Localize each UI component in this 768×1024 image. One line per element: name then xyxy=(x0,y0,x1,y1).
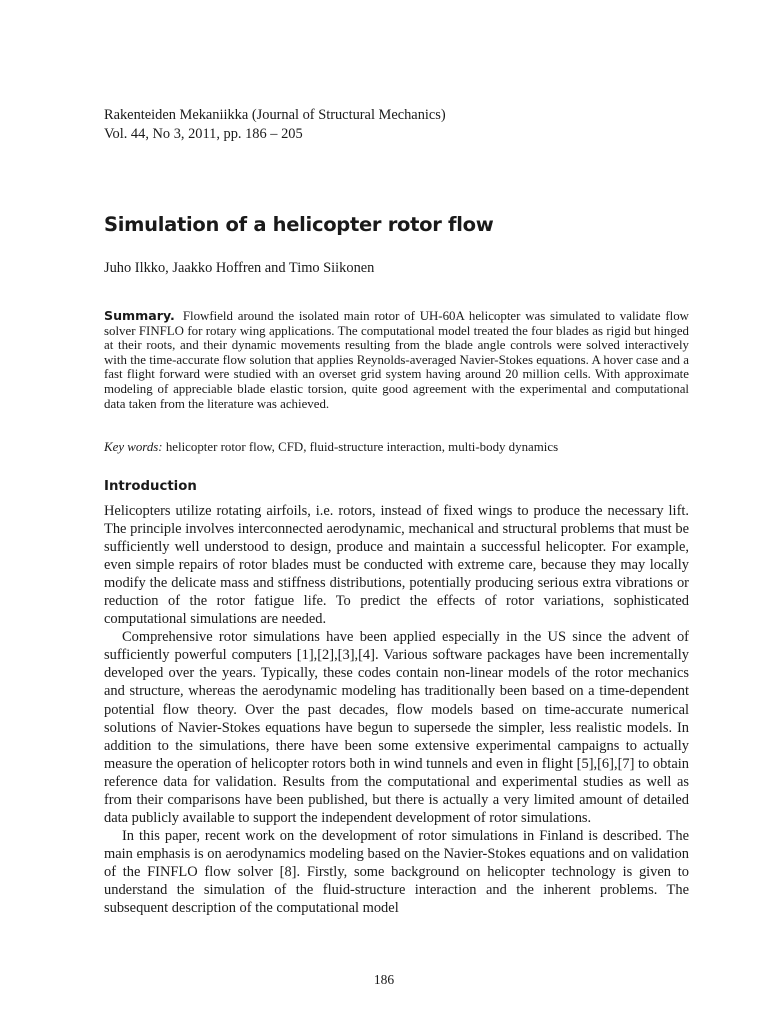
summary-block xyxy=(104,309,689,411)
keywords-line xyxy=(104,440,558,455)
paragraph: Comprehensive rotor simulations have been applied especially in the US since the advent of sufficiently powerful computers [1],[2],[3],[4]. Various software packages have been incrementally developed over the years. Typically, these codes contain non-linear models of the rotor mechanics and structure, whereas the aerodynamic modeling has traditionally been based on a time-dependent potential flow theory. Over the past decades, flow models based on time-accurate numerical solutions of Navier-Stokes equations have begun to supersede the simpler, less realistic models. In addition to the simulations, there have been some extensive experimental campaigns to actually measure the operation of helicopter rotors both in wind tunnels and even in flight [5],[6],[7] to obtain reference data for validation. Results from the computational and experimental studies as well as from their comparisons have been published, but there is actually a very limited amount of detailed data publicly available to support the independent development of rotor simulations. xyxy=(104,629,689,826)
paragraph: In this paper, recent work on the development of rotor simulations in Finland is described. The main emphasis is on aerodynamics modeling based on the Navier-Stokes equations and on validation of the FINFLO flow solver [8]. Firstly, some background on helicopter technology is given to understand the simulation of the fluid-structure interaction and the inherent problems. The subsequent description of the computational model xyxy=(104,827,689,917)
article-authors: Juho Ilkko, Jaakko Hoffren and Timo Siikonen xyxy=(104,260,375,276)
keywords-text: helicopter rotor flow, CFD, fluid-structure interaction, multi-body dynamics xyxy=(165,440,559,454)
summary-label: Summary. xyxy=(104,308,175,323)
page-number: 186 xyxy=(373,972,395,987)
section-heading: Introduction xyxy=(104,479,197,494)
summary-text: Flowfield around the isolated main rotor of UH-60A helicopter was simulated to validate flow solver FINFLO for rotary wing applications. The computational model treated the four blades as rigid but hinged at their roots, and their dynamic movements resulting from the blade angle controls were solved interactively with the time-accurate flow solution that applies Reynolds-averaged Navier-Stokes equations. A hover case and a fast flight forward were studied with an overset grid system having around 20 million cells. With approximate modeling of appreciable blade elastic torsion, quite good agreement with the experimental and computational data taken from the literature was achieved. xyxy=(104,309,689,411)
paragraph: Helicopters utilize rotating airfoils, i.e. rotors, instead of fixed wings to produce the necessary lift. The principle involves interconnected aerodynamic, mechanical and structural problems that must be sufficiently well understood to design, produce and maintain a successful helicopter. For example, even simple repairs of rotor blades must be conducted with extreme care, because they may locally modify the delicate mass and stiffness distributions, potentially producing serious extra vibrations or reduction of the rotor fatigue life. To predict the effects of rotor variations, sophisticated computational simulations are needed. xyxy=(104,503,689,628)
volume-info: Vol. 44, No 3, 2011, pp. 186 – 205 xyxy=(104,126,303,142)
article-title: Simulation of a helicopter rotor flow xyxy=(104,213,494,236)
keywords-label: Key words: xyxy=(104,440,163,454)
introduction-body xyxy=(104,502,689,917)
journal-header xyxy=(104,106,446,144)
journal-name: Rakenteiden Mekaniikka (Journal of Structural Mechanics) xyxy=(104,107,446,123)
